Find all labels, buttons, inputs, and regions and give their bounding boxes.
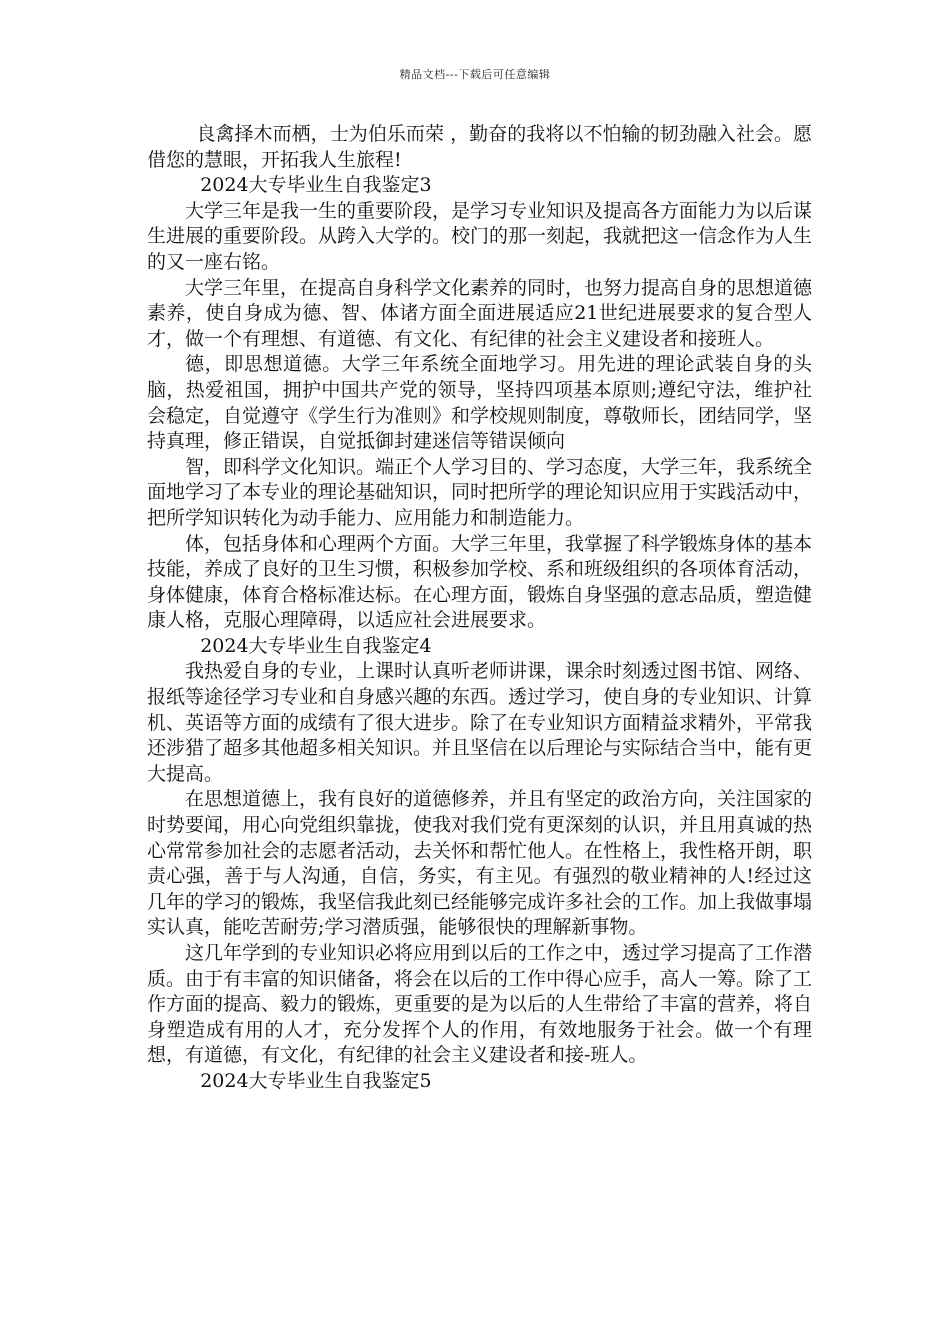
section-heading: 2024大专毕业生自我鉴定5 xyxy=(200,1069,432,1092)
paragraph: 德，即思想道德。大学三年系统全面地学习。用先进的理论武装自身的头脑，热爱祖国，拥护中国共产党的领导，坚持四项基本原则;遵纪守法，维护社会稳定，自觉遵守《学生行为准则》和学校规则制度，尊敬师长，团结同学，坚持真理，修正错误，自觉抵御封建迷信等错误倾向 xyxy=(147,353,813,453)
paragraph: 在思想道德上，我有良好的道德修养，并且有坚定的政治方向，关注国家的时势要闻，用心向党组织靠拢，使我对我们党有更深刻的认识，并且用真诚的热心常常参加社会的志愿者活动，去关怀和帮忙他人。在性格上，我性格开朗，职责心强，善于与人沟通，自信，务实，有主见。有强烈的敬业精神的人!经过这几年的学习的锻炼，我坚信我此刻已经能够完成许多社会的工作。加上我做事塌实认真，能吃苦耐劳;学习潜质强，能够很快的理解新事物。 xyxy=(147,788,813,939)
paragraph: 智，即科学文化知识。端正个人学习目的、学习态度，大学三年，我系统全面地学习了本专业的理论基础知识，同时把所学的理论知识应用于实践活动中，把所学知识转化为动手能力、应用能力和制造能力。 xyxy=(147,455,813,529)
section-heading: 2024大专毕业生自我鉴定3 xyxy=(200,174,432,197)
paragraph: 体，包括身体和心理两个方面。大学三年里，我掌握了科学锻炼身体的基本技能，养成了良好的卫生习惯，积极参加学校、系和班级组织的各项体育活动，身体健康，体育合格标准达标。在心理方面，锻炼自身坚强的意志品质，塑造健康人格，克服心理障碍，以适应社会进展要求。 xyxy=(147,532,813,632)
paragraph: 我热爱自身的专业，上课时认真听老师讲课，课余时刻透过图书馆、网络、报纸等途径学习专业和自身感兴趣的东西。透过学习，使自身的专业知识、计算机、英语等方面的成绩有了很大进步。除了在专业知识方面精益求精外，平常我还涉猎了超多其他超多相关知识。并且坚信在以后理论与实际结合当中，能有更大提高。 xyxy=(147,660,813,785)
paragraph: 良禽择木而栖，士为伯乐而荣 ，勤奋的我将以不怕输的韧劲融入社会。愿借您的慧眼，开拓我人生旅程! xyxy=(147,123,812,171)
paragraph: 这几年学到的专业知识必将应用到以后的工作之中，透过学习提高了工作潜质。由于有丰富的知识储备，将会在以后的工作中得心应手，高人一筹。除了工作方面的提高、毅力的锻炼，更重要的是为以后的人生带给了丰富的营养，将自身塑造成有用的人才，充分发挥个人的作用，有效地服务于社会。做一个有理想，有道德，有文化，有纪律的社会主义建设者和接-班人。 xyxy=(147,942,813,1067)
section-heading: 2024大专毕业生自我鉴定4 xyxy=(200,634,432,657)
paragraph: 大学三年里，在提高自身科学文化素养的同时，也努力提高自身的思想道德素养，使自身成为德、智、体诸方面全面进展适应21世纪进展要求的复合型人才，做一个有理想、有道德、有文化、有纪律的社会主义建设者和接班人。 xyxy=(147,276,813,350)
document-body xyxy=(147,122,812,1095)
paragraph: 大学三年是我一生的重要阶段，是学习专业知识及提高各方面能力为以后谋生进展的重要阶段。从跨入大学的。校门的那一刻起，我就把这一信念作为人生的又一座右铭。 xyxy=(147,199,813,273)
page-header: 精品文档---下载后可任意编辑 xyxy=(399,68,551,81)
